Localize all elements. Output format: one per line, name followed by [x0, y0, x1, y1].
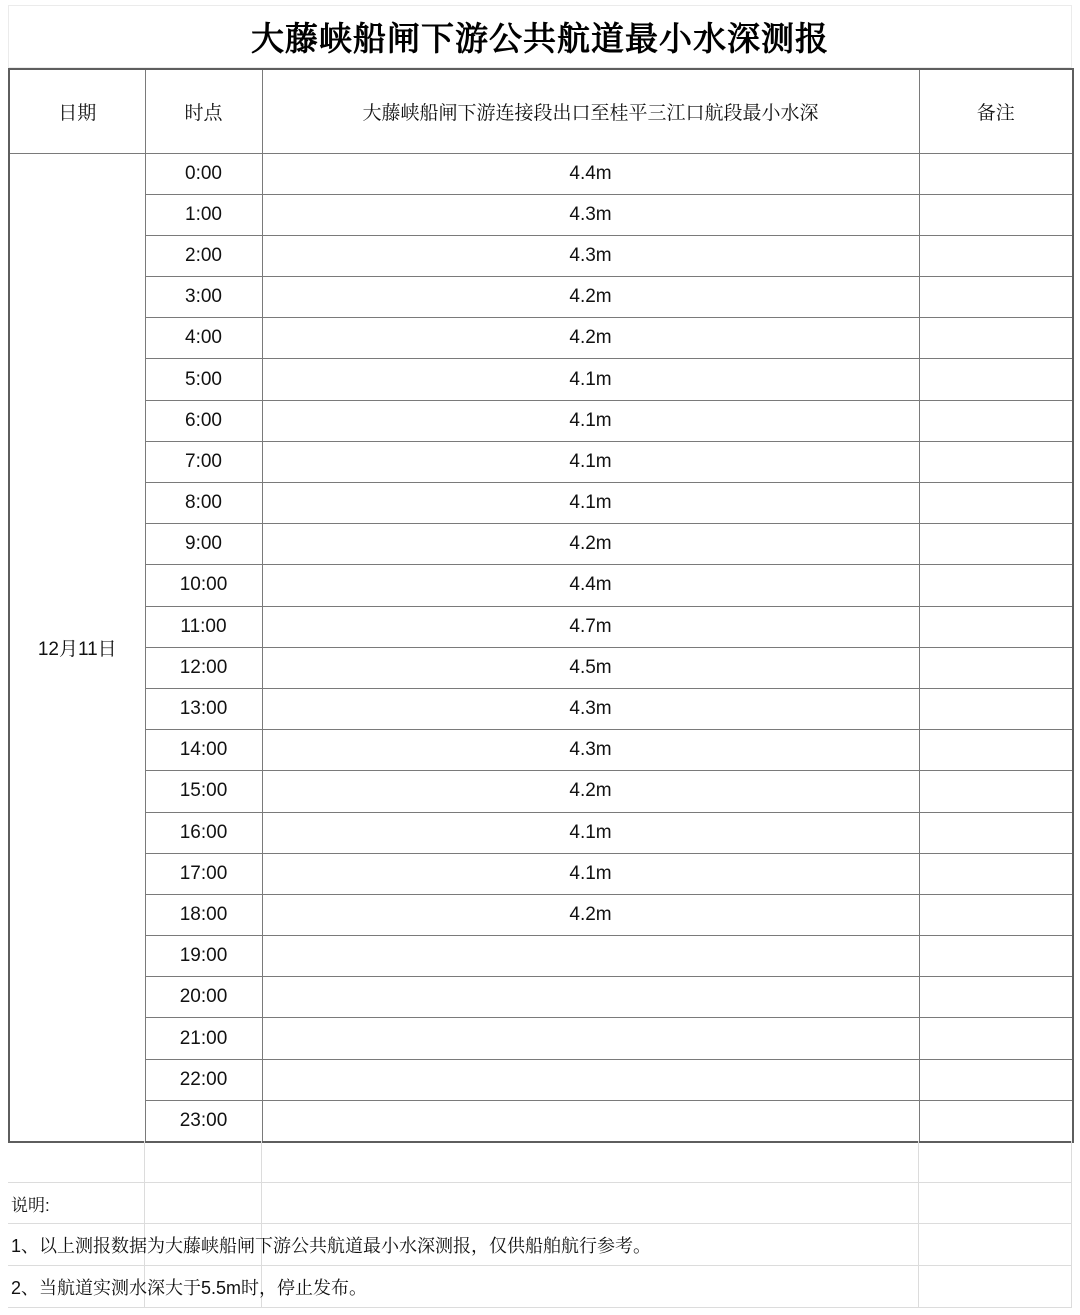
time-cell: 14:00	[145, 730, 262, 771]
remark-cell	[919, 1100, 1073, 1141]
depth-cell: 4.2m	[262, 524, 919, 565]
depth-cell: 4.3m	[262, 730, 919, 771]
remark-cell	[919, 1018, 1073, 1059]
table-row	[9, 235, 1073, 276]
depth-cell: 4.2m	[262, 277, 919, 318]
time-cell: 0:00	[145, 153, 262, 194]
remark-cell	[919, 359, 1073, 400]
table-row	[9, 688, 1073, 729]
table-row	[9, 524, 1073, 565]
remark-cell	[919, 812, 1073, 853]
remark-cell	[919, 524, 1073, 565]
remark-cell	[919, 277, 1073, 318]
time-cell: 13:00	[145, 688, 262, 729]
depth-cell: 4.1m	[262, 812, 919, 853]
table-row	[9, 359, 1073, 400]
time-cell: 21:00	[145, 1018, 262, 1059]
header-remark: 备注	[919, 69, 1073, 153]
header-time: 时点	[145, 69, 262, 153]
remark-cell	[919, 318, 1073, 359]
time-cell: 15:00	[145, 771, 262, 812]
depth-cell: 4.2m	[262, 771, 919, 812]
table-row	[9, 812, 1073, 853]
remark-cell	[919, 483, 1073, 524]
note-row-1	[8, 1224, 1072, 1266]
depth-cell: 4.3m	[262, 235, 919, 276]
time-cell: 12:00	[145, 647, 262, 688]
depth-cell: 4.1m	[262, 441, 919, 482]
table-row	[9, 936, 1073, 977]
table-row	[9, 153, 1073, 194]
remark-cell	[919, 235, 1073, 276]
table-body	[9, 153, 1073, 1142]
notes-label-row	[8, 1183, 1072, 1224]
table-header	[9, 69, 1073, 153]
remark-cell	[919, 153, 1073, 194]
remark-cell	[919, 853, 1073, 894]
table-row	[9, 606, 1073, 647]
header-date: 日期	[9, 69, 145, 153]
depth-cell: 4.1m	[262, 483, 919, 524]
depth-cell: 4.1m	[262, 359, 919, 400]
time-cell: 18:00	[145, 894, 262, 935]
report-title: 大藤峡船闸下游公共航道最小水深测报	[8, 5, 1072, 68]
time-cell: 2:00	[145, 235, 262, 276]
time-cell: 5:00	[145, 359, 262, 400]
remark-cell	[919, 771, 1073, 812]
remark-cell	[919, 647, 1073, 688]
header-depth: 大藤峡船闸下游连接段出口至桂平三江口航段最小水深	[262, 69, 919, 153]
depth-cell	[262, 1100, 919, 1141]
time-cell: 23:00	[145, 1100, 262, 1141]
time-cell: 6:00	[145, 400, 262, 441]
remark-cell	[919, 441, 1073, 482]
table-row	[9, 1100, 1073, 1141]
notes-section	[8, 1141, 1072, 1308]
time-cell: 22:00	[145, 1059, 262, 1100]
table-row	[9, 318, 1073, 359]
depth-cell	[262, 1059, 919, 1100]
time-cell: 3:00	[145, 277, 262, 318]
note-text-2: 2、当航道实测水深大于5.5m时，停止发布。	[11, 1277, 368, 1298]
depth-cell: 4.2m	[262, 318, 919, 359]
notes-label: 说明:	[11, 1195, 50, 1215]
table-row	[9, 977, 1073, 1018]
depth-cell: 4.4m	[262, 153, 919, 194]
depth-cell: 4.4m	[262, 565, 919, 606]
time-cell: 10:00	[145, 565, 262, 606]
table-row	[9, 730, 1073, 771]
time-cell: 19:00	[145, 936, 262, 977]
note-row-2	[8, 1266, 1072, 1308]
remark-cell	[919, 400, 1073, 441]
time-cell: 4:00	[145, 318, 262, 359]
table-row	[9, 483, 1073, 524]
table-row	[9, 894, 1073, 935]
depth-table	[8, 68, 1074, 1143]
depth-cell: 4.1m	[262, 400, 919, 441]
table-row	[9, 1059, 1073, 1100]
depth-cell: 4.5m	[262, 647, 919, 688]
time-cell: 7:00	[145, 441, 262, 482]
depth-cell	[262, 1018, 919, 1059]
table-row	[9, 400, 1073, 441]
remark-cell	[919, 194, 1073, 235]
remark-cell	[919, 688, 1073, 729]
table-row	[9, 277, 1073, 318]
table-row	[9, 771, 1073, 812]
table-row	[9, 441, 1073, 482]
depth-cell: 4.1m	[262, 853, 919, 894]
remark-cell	[919, 894, 1073, 935]
empty-row	[8, 1141, 1072, 1183]
note-text-1: 1、以上测报数据为大藤峡船闸下游公共航道最小水深测报，仅供船舶航行参考。	[11, 1235, 652, 1256]
depth-cell: 4.3m	[262, 688, 919, 729]
depth-cell: 4.7m	[262, 606, 919, 647]
remark-cell	[919, 936, 1073, 977]
depth-cell: 4.2m	[262, 894, 919, 935]
time-cell: 11:00	[145, 606, 262, 647]
time-cell: 20:00	[145, 977, 262, 1018]
remark-cell	[919, 977, 1073, 1018]
remark-cell	[919, 1059, 1073, 1100]
time-cell: 9:00	[145, 524, 262, 565]
header-row	[9, 69, 1073, 153]
depth-cell: 4.3m	[262, 194, 919, 235]
table-row	[9, 565, 1073, 606]
depth-cell	[262, 977, 919, 1018]
date-cell: 12月11日	[9, 153, 145, 1142]
time-cell: 16:00	[145, 812, 262, 853]
table-row	[9, 853, 1073, 894]
remark-cell	[919, 606, 1073, 647]
remark-cell	[919, 730, 1073, 771]
table-row	[9, 194, 1073, 235]
remark-cell	[919, 565, 1073, 606]
time-cell: 17:00	[145, 853, 262, 894]
time-cell: 8:00	[145, 483, 262, 524]
table-row	[9, 1018, 1073, 1059]
table-row	[9, 647, 1073, 688]
time-cell: 1:00	[145, 194, 262, 235]
depth-cell	[262, 936, 919, 977]
